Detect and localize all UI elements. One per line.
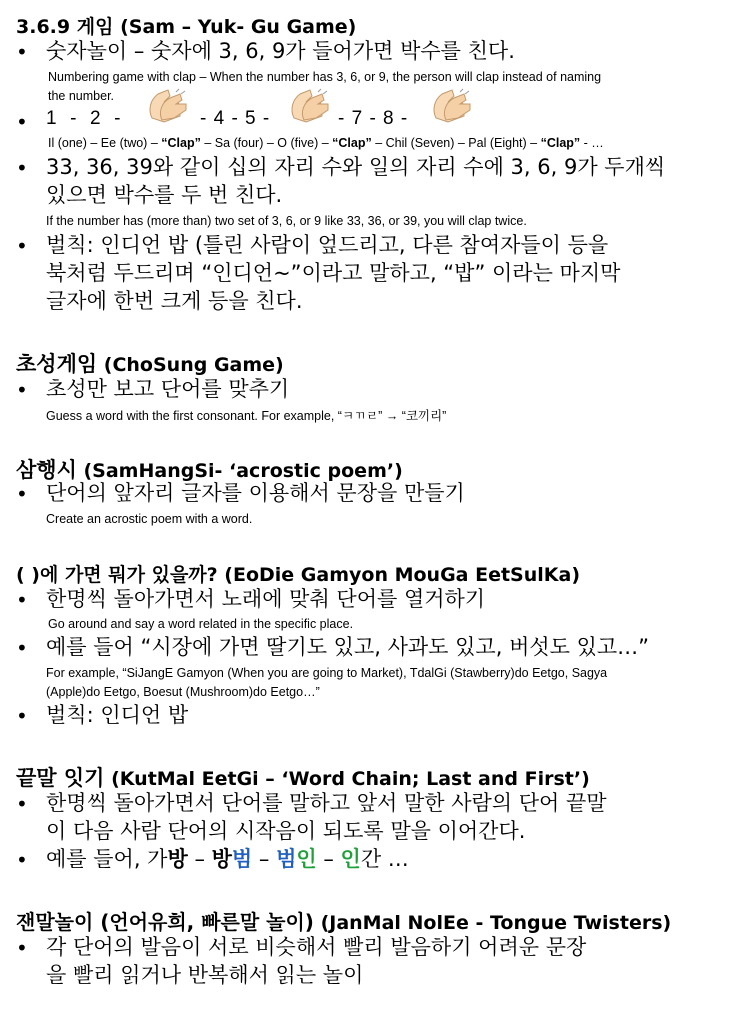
- clap-translation: Il (one) – Ee (two) – “Clap” – Sa (four) – O (five) – “Clap” – Chil (Seven) – Pal (Eight) – “Clap” - …: [48, 136, 604, 150]
- rule-translation: Numbering game with clap – When the number has 3, 6, or 9, the person will clap instead of naming: [48, 70, 602, 84]
- penalty-text: 벌칙: 인디언 밥 (틀린 사람이 엎드리고, 다른 참여자들이 등을: [46, 233, 609, 257]
- section-title-samhangsi: 삼행시 (SamHangSi- ‘acrostic poem’): [16, 458, 403, 482]
- rule-text: 숫자놀이 – 숫자에 3, 6, 9가 들어가면 박수를 친다.: [46, 39, 515, 63]
- section-title-chosung: 초성게임 (ChoSung Game): [16, 352, 284, 376]
- number-sequence-end: - 7 - 8 -: [338, 108, 409, 129]
- bullet: •: [16, 936, 28, 960]
- rule-translation-cont: the number.: [48, 89, 115, 103]
- rule-text: 초성만 보고 단어를 맞추기: [46, 377, 290, 401]
- rule-translation: Guess a word with the first consonant. For example, “ㅋㄲㄹ” → “코끼리”: [46, 409, 447, 423]
- bullet: •: [16, 234, 28, 258]
- rule-translation: Create an acrostic poem with a word.: [46, 512, 253, 526]
- number-sequence: 1 - 2 -: [46, 108, 122, 129]
- example-translation: For example, “SiJangE Gamyon (When you are going to Market), TdalGi (Stawberry)do Eetgo, Sagya: [46, 666, 608, 680]
- word-chain-example: 예를 들어, 가방 – 방범 – 범인 – 인간 …: [46, 847, 409, 871]
- rule-text: 각 단어의 발음이 서로 비슷해서 빨리 발음하기 어려운 문장: [46, 935, 587, 959]
- bullet: •: [16, 378, 28, 402]
- rule-text-cont: 이 다음 사람 단어의 시작음이 되도록 말을 이어간다.: [46, 819, 526, 843]
- clapping-hands-icon: [430, 88, 474, 124]
- rule-text-cont: 있으면 박수를 두 번 친다.: [46, 183, 283, 207]
- rule-text-cont: 을 빨리 읽거나 반복해서 읽는 놀이: [46, 963, 364, 987]
- bullet: •: [16, 482, 28, 506]
- penalty-text-cont: 글자에 한번 크게 등을 친다.: [46, 289, 303, 313]
- rule-translation: Go around and say a word related in the specific place.: [48, 617, 354, 631]
- bullet: •: [16, 704, 28, 728]
- bullet: •: [16, 110, 28, 134]
- rule-text: 단어의 앞자리 글자를 이용해서 문장을 만들기: [46, 481, 465, 505]
- bullet: •: [16, 636, 28, 660]
- section-title-eodie: ( )에 가면 뭐가 있을까? (EoDie Gamyon MouGa EetSulKa): [16, 564, 581, 586]
- penalty-text: 벌칙: 인디언 밥: [46, 703, 189, 727]
- clapping-hands-icon: [288, 88, 332, 124]
- section-title-369: 3.6.9 게임 (Sam – Yuk- Gu Game): [16, 16, 357, 38]
- bullet: •: [16, 156, 28, 180]
- bullet: •: [16, 588, 28, 612]
- number-sequence-mid: - 4 - 5 -: [200, 108, 271, 129]
- section-title-janmal: 잰말놀이 (언어유희, 빠른말 놀이) (JanMal NolEe - Tongue Twisters): [16, 910, 672, 934]
- rule-text: 한명씩 돌아가면서 노래에 맞춰 단어를 열거하기: [46, 587, 486, 611]
- example-text: 예를 들어 “시장에 가면 딸기도 있고, 사과도 있고, 버섯도 있고…”: [46, 635, 650, 659]
- clapping-hands-icon: [146, 88, 190, 124]
- bullet: •: [16, 792, 28, 816]
- rule-text: 한명씩 돌아가면서 단어를 말하고 앞서 말한 사람의 단어 끝말: [46, 791, 607, 815]
- bullet: •: [16, 848, 28, 872]
- rule-text: 33, 36, 39와 같이 십의 자리 수와 일의 자리 수에 3, 6, 9가 두개씩: [46, 155, 666, 179]
- penalty-text-cont: 북처럼 두드리며 “인디언~”이라고 말하고, “밥” 이라는 마지막: [46, 261, 621, 285]
- example-translation-cont: (Apple)do Eetgo, Boesut (Mushroom)do Eetgo…”: [46, 685, 320, 699]
- section-title-kutmal: 끝말 잇기 (KutMal EetGi – ‘Word Chain; Last and First’): [16, 766, 590, 790]
- bullet: •: [16, 40, 28, 64]
- rule-translation: If the number has (more than) two set of 3, 6, or 9 like 33, 36, or 39, you will clap twice.: [46, 214, 527, 228]
